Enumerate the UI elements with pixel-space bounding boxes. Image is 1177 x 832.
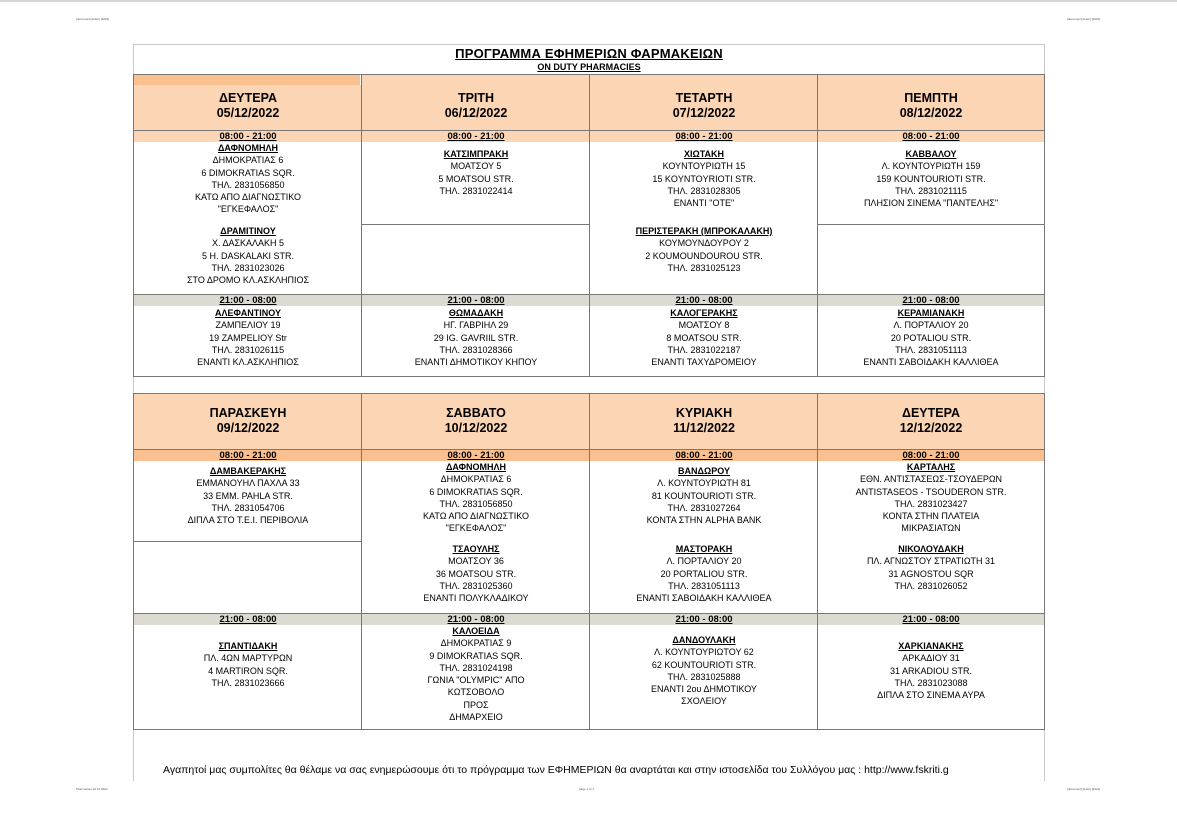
pharmacy-line: ΠΛ. 4ΩΝ ΜΑΡΤΥΡΩΝ	[203, 653, 293, 664]
pharmacy-entry	[362, 543, 590, 604]
pharmacy-name: ΚΕΡΑΜΙΑΝΑΚΗ	[897, 308, 965, 318]
night-shift-label: 21:00 - 08:00	[675, 295, 733, 306]
page-footer-right: [document] [letter] [2022]	[1067, 787, 1101, 791]
pharmacy-name: ΝΙΚΟΛΟΥΔΑΚΗ	[898, 544, 964, 554]
pharmacy-entry	[818, 543, 1044, 592]
column-divider	[361, 394, 362, 729]
document-title: ΠΡΟΓΡΑΜΜΑ ΕΦΗΜΕΡΙΩΝ ΦΑΡΜΑΚΕΙΩΝ	[455, 46, 723, 61]
pharmacy-line: ΕΝΑΝΤΙ ΚΛ.ΑΣΚΛΗΠΙΟΣ	[197, 357, 299, 368]
day-column	[590, 394, 818, 729]
day-column	[590, 75, 818, 376]
pharmacy-line: ΚΩΤΣΟΒΟΛΟ	[447, 687, 505, 698]
pharmacy-line: 5 H. DASKALAKI STR.	[201, 250, 295, 261]
pharmacy-line: Λ. ΚΟΥΝΤΟΥΡΙΩΤΗ 159	[881, 161, 981, 172]
night-shift-label: 21:00 - 08:00	[447, 614, 505, 625]
pharmacy-line: ΚΟΥΝΤΟΥΡΙΩΤΗ 15	[662, 161, 746, 172]
pharmacy-line: ΠΡΟΣ	[463, 699, 489, 710]
pharmacy-entry	[134, 640, 362, 689]
pharmacy-name: ΒΑΝΔΩΡΟΥ	[678, 466, 730, 476]
pharmacy-name: ΔΑΜΒΑΚΕΡΑΚΗΣ	[209, 466, 287, 476]
day-shift-label: 08:00 - 21:00	[675, 450, 733, 461]
night-shift-band	[134, 295, 362, 306]
day-column	[818, 75, 1044, 376]
pharmacy-line: ΕΝΑΝΤΙ ΣΑΒΟΙΔΑΚΗ ΚΑΛΛΙΘΕΑ	[636, 593, 772, 604]
day-shift-band	[818, 131, 1044, 142]
day-shift-label: 08:00 - 21:00	[675, 131, 733, 142]
night-shift-band	[818, 295, 1044, 306]
pharmacy-line: Λ. ΠΟΡΤΑΛΙΟΥ 20	[893, 320, 969, 331]
pharmacy-line: ΤΗΛ. 2831051113	[895, 344, 967, 355]
pharmacy-line: ΜΟΑΤΣΟΥ 36	[448, 556, 504, 567]
pharmacy-line: 62 KOUNTOURIOTI STR.	[651, 659, 757, 670]
pharmacy-line: ΤΗΛ. 2831023088	[894, 677, 968, 688]
day-shift-label: 08:00 - 21:00	[219, 131, 277, 142]
pharmacy-line: ΚΟΝΤΑ ΣΤΗΝ ΠΛΑΤΕΙΑ	[882, 511, 980, 522]
pharmacy-line: ΤΗΛ. 2831051113	[668, 580, 740, 591]
pharmacy-line: ΕΝΑΝΤΙ "ΟΤΕ"	[673, 198, 735, 209]
day-shift-label: 08:00 - 21:00	[219, 450, 277, 461]
pharmacy-entry	[590, 307, 818, 368]
day-name: ΠΕΜΠΤΗ	[904, 91, 958, 105]
pharmacy-line: 81 KOUNTOURIOTI STR.	[651, 490, 757, 501]
night-shift-band	[362, 614, 590, 625]
pharmacy-line: 36 MOATSOU STR.	[435, 568, 517, 579]
day-column	[134, 75, 362, 376]
document-subtitle: ON DUTY PHARMACIES	[537, 62, 641, 72]
pharmacy-line: 31 AGNOSTOU SQR	[888, 568, 974, 579]
pharmacy-line: Λ. ΚΟΥΝΤΟΥΡΙΩΤΗ 81	[657, 478, 751, 489]
pharmacy-line: 31 ARKADIOU STR.	[889, 665, 973, 676]
column-divider	[361, 75, 362, 376]
night-shift-band	[590, 614, 818, 625]
pharmacy-entry	[590, 225, 818, 274]
day-shift-label: 08:00 - 21:00	[902, 450, 960, 461]
cell-divider	[362, 224, 590, 225]
pharmacy-line: ΤΗΛ. 2831026115	[211, 344, 285, 355]
day-shift-band	[590, 450, 818, 461]
day-column	[362, 75, 590, 376]
day-shift-label: 08:00 - 21:00	[447, 131, 505, 142]
day-shift-label: 08:00 - 21:00	[447, 450, 505, 461]
footer-note: Αγαπητοί μας συμπολίτες θα θέλαμε να σας ενημερώσουμε ότι το πρόγραμμα των ΕΦΗΜΕΡΙΩΝ θα αναρτάται και στην ιστοσελίδα του Συλλόγου μας : http://www.fskriti.g	[163, 764, 949, 776]
pharmacy-line: ΤΗΛ. 2831023666	[211, 677, 285, 688]
pharmacy-line: 20 POTALIOU STR.	[890, 332, 972, 343]
day-name: ΤΕΤΑΡΤΗ	[675, 91, 733, 105]
day-name: ΔΕΥΤΕΡΑ	[901, 406, 961, 420]
pharmacy-line: ΤΗΛ. 2831021115	[895, 185, 967, 196]
pharmacy-line: ΑΡΚΑΔΙΟΥ 31	[902, 653, 960, 664]
pharmacy-line: ΤΗΛ. 2831028366	[439, 344, 513, 355]
day-shift-band	[818, 450, 1044, 461]
pharmacy-line: 15 KOYNTOYRIOTI STR.	[652, 173, 756, 184]
pharmacy-line: ΚΟΥΜΟΥΝΔΟΥΡΟΥ 2	[659, 238, 749, 249]
day-name: ΔΕΥΤΕΡΑ	[218, 91, 278, 105]
pharmacy-line: ΤΗΛ. 2831056850	[439, 498, 513, 509]
column-divider	[589, 394, 590, 729]
pharmacy-line: ΤΗΛ. 2831025123	[667, 262, 741, 273]
pharmacy-line: 19 ZAMPELIOY Str	[209, 332, 287, 343]
pharmacy-name: ΣΠΑΝΤΙΔΑΚΗ	[218, 641, 278, 651]
day-name: ΣΑΒΒΑΤΟ	[446, 406, 506, 420]
pharmacy-line: 33 EMM. PAHLA STR.	[203, 490, 293, 501]
pharmacy-entry	[362, 625, 590, 723]
pharmacy-line: ΠΛ. ΑΓΝΩΣΤΟΥ ΣΤΡΑΤΙΩΤΗ 31	[866, 556, 996, 567]
day-name: ΤΡΙΤΗ	[457, 91, 495, 105]
pharmacy-name: ΔΡΑΜΙΤΙΝΟΥ	[220, 226, 276, 236]
pharmacy-entry	[590, 148, 818, 209]
pharmacy-line: ΜΟΑΤΣΟΥ 5	[450, 161, 502, 172]
column-divider	[589, 75, 590, 376]
pharmacy-name: ΚΑΛΟΕΙΔΑ	[452, 626, 500, 636]
pharmacy-line: Λ. ΚΟΥΝΤΟΥΡΙΩΤΟΥ 62	[654, 647, 754, 658]
pharmacy-line: 159 KOUNTOURIOTI STR.	[876, 173, 986, 184]
day-date: 10/12/2022	[444, 421, 508, 435]
pharmacy-entry	[590, 465, 818, 526]
pharmacy-line: ΤΗΛ. 2831022414	[439, 185, 513, 196]
pharmacy-entry	[362, 307, 590, 368]
pharmacy-line: ΔΙΠΛΑ ΣΤΟ ΣΙΝΕΜΑ ΑΥΡΑ	[877, 690, 985, 701]
pharmacy-line: ΕΝΑΝΤΙ ΠΟΛΥΚΛΑΔΙΚΟΥ	[423, 593, 529, 604]
day-date: 09/12/2022	[216, 421, 280, 435]
pharmacy-line: ΣΧΟΛΕΙΟΥ	[681, 696, 727, 707]
night-shift-label: 21:00 - 08:00	[219, 295, 277, 306]
pharmacy-name: ΔΑΦΝΟΜΗΛΗ	[217, 143, 279, 153]
pharmacy-name: ΤΣΑΟΥΛΗΣ	[452, 544, 500, 554]
pharmacy-entry	[134, 307, 362, 368]
pharmacy-entry	[818, 461, 1044, 535]
pharmacy-line: ΕΘΝ. ΑΝΤΙΣΤΑΣΕΩΣ-ΤΣΟΥΔΕΡΩΝ	[859, 474, 1003, 485]
pharmacy-entry	[134, 465, 362, 526]
pharmacy-entry	[818, 148, 1044, 209]
pharmacy-line: ΚΟΝΤΑ ΣΤΗΝ ALPHA BANK	[646, 515, 762, 526]
day-date: 12/12/2022	[899, 421, 963, 435]
pharmacy-line: ΤΗΛ. 2831022187	[667, 344, 741, 355]
pharmacy-line: 5 MOATSOU STR.	[438, 173, 514, 184]
pharmacy-line: ΔΗΜΑΡΧΕΙΟ	[449, 712, 503, 723]
pharmacy-name: ΘΩΜΑΔΑΚΗ	[448, 308, 504, 318]
pharmacy-line: ΕΜΜΑΝΟΥΗΛ ΠΑΧΛΑ 33	[196, 478, 300, 489]
pharmacy-line: "ΕΓΚΕΦΑΛΟΣ"	[217, 204, 279, 215]
column-divider	[817, 75, 818, 376]
pharmacy-name: ΚΑΛΟΓΕΡΑΚΗΣ	[670, 308, 738, 318]
night-shift-label: 21:00 - 08:00	[902, 614, 960, 625]
pharmacy-line: ΓΩΝΙΑ "OLYMPIC" ΑΠΟ	[427, 675, 525, 686]
pharmacy-line: ΖΑΜΠΕΛΙΟΥ 19	[215, 320, 281, 331]
page-footer-center: page 1 of 1	[579, 787, 595, 791]
page-header-right: [document] [letter] [2022]	[1067, 17, 1101, 21]
pharmacy-entry	[134, 142, 362, 216]
column-divider	[817, 394, 818, 729]
pharmacy-entry	[362, 461, 590, 535]
pharmacy-line: ΔΗΜΟΚΡΑΤΙΑΣ 9	[440, 638, 512, 649]
pharmacy-line: ΕΝΑΝΤΙ ΤΑΧΥΔΡΟΜΕΙΟΥ	[651, 357, 757, 368]
pharmacy-line: ΣΤΟ ΔΡΟΜΟ ΚΛ.ΑΣΚΛΗΠΙΟΣ	[186, 275, 310, 286]
day-shift-band	[362, 450, 590, 461]
pharmacy-line: ΔΗΜΟΚΡΑΤΙΑΣ 6	[440, 474, 512, 485]
pharmacy-line: ΤΗΛ. 2831027264	[667, 502, 741, 513]
pharmacy-entry	[818, 640, 1044, 701]
night-shift-band	[362, 295, 590, 306]
day-column	[362, 394, 590, 729]
day-shift-band	[362, 131, 590, 142]
pharmacy-name: ΚΑΡΤΑΛΗΣ	[906, 462, 956, 472]
day-shift-label: 08:00 - 21:00	[902, 131, 960, 142]
pharmacy-name: ΠΕΡΙΣΤΕΡΑΚΗ (ΜΠΡΟΚΑΛΑΚΗ)	[635, 226, 773, 236]
pharmacy-line: ΚΑΤΩ ΑΠΟ ΔΙΑΓΝΩΣΤΙΚΟ	[195, 192, 301, 203]
day-date: 06/12/2022	[444, 106, 508, 120]
pharmacy-name: ΚΑΒΒΑΛΟΥ	[905, 149, 957, 159]
night-shift-band	[590, 295, 818, 306]
pharmacy-line: ΔΗΜΟΚΡΑΤΙΑΣ 6	[212, 155, 284, 166]
pharmacy-name: ΚΑΤΣΙΜΠΡΑΚΗ	[443, 149, 509, 159]
day-shift-band	[134, 131, 362, 142]
pharmacy-line: ΕΝΑΝΤΙ 2ου ΔΗΜΟΤΙΚΟΥ	[651, 684, 757, 695]
pharmacy-name: ΔΑΦΝΟΜΗΛΗ	[445, 462, 507, 472]
day-column	[134, 394, 362, 729]
week-2-table	[133, 393, 1045, 730]
pharmacy-line: Λ. ΠΟΡΤΑΛΙΟΥ 20	[666, 556, 742, 567]
pharmacy-line: ΔΙΠΛΑ ΣΤΟ Τ.Ε.Ι. ΠΕΡΙΒΟΛΙΑ	[187, 515, 309, 526]
pharmacy-line: ΤΗΛ. 2831025360	[439, 580, 513, 591]
pharmacy-line: 9 DIMOKRATIAS SQR.	[429, 650, 523, 661]
day-date: 05/12/2022	[216, 106, 280, 120]
day-name: ΚΥΡΙΑΚΗ	[675, 406, 733, 420]
day-shift-band	[590, 131, 818, 142]
pharmacy-line: ΕΝΑΝΤΙ ΔΗΜΟΤΙΚΟΥ ΚΗΠΟΥ	[414, 357, 538, 368]
pharmacy-line: ANTISTASEOS - TSOUDERON STR.	[855, 486, 1007, 497]
pharmacy-entry	[590, 634, 818, 708]
cell-divider	[134, 541, 362, 542]
pharmacy-line: ΜΟΑΤΣΟΥ 8	[678, 320, 730, 331]
night-shift-label: 21:00 - 08:00	[219, 614, 277, 625]
pharmacy-line: ΕΝΑΝΤΙ ΣΑΒΟΙΔΑΚΗ ΚΑΛΛΙΘΕΑ	[863, 357, 999, 368]
pharmacy-line: ΚΑΤΩ ΑΠΟ ΔΙΑΓΝΩΣΤΙΚΟ	[423, 511, 529, 522]
week-1-table	[133, 74, 1045, 377]
pharmacy-line: ΜΙΚΡΑΣΙΑΤΩΝ	[901, 523, 961, 534]
night-shift-band	[818, 614, 1044, 625]
pharmacy-name: ΧΑΡΚΙΑΝΑΚΗΣ	[898, 641, 964, 651]
pharmacy-line: 6 DIMOKRATIAS SQR.	[429, 486, 523, 497]
day-date: 08/12/2022	[899, 106, 963, 120]
pharmacy-name: ΧΙΩΤΑΚΗ	[683, 149, 725, 159]
pharmacy-entry	[590, 543, 818, 604]
day-name: ΠΑΡΑΣΚΕΥΗ	[209, 406, 287, 420]
night-shift-label: 21:00 - 08:00	[902, 295, 960, 306]
pharmacy-line: ΤΗΛ. 2831023427	[894, 498, 968, 509]
pharmacy-line: 20 PORTALIOU STR.	[660, 568, 748, 579]
pharmacy-line: ΤΗΛ. 2831028305	[667, 185, 741, 196]
cell-divider	[818, 224, 1044, 225]
pharmacy-entry	[818, 307, 1044, 368]
pharmacy-line: 8 MOATSOU STR.	[666, 332, 742, 343]
pharmacy-name: ΔΑΝΔΟΥΛΑΚΗ	[672, 635, 736, 645]
day-date: 11/12/2022	[673, 421, 735, 435]
pharmacy-line: 6 DIMOKRATIAS SQR.	[201, 167, 295, 178]
pharmacy-line: ΤΗΛ. 2831023026	[211, 262, 285, 273]
pharmacy-line: 4 MARTIRON SQR.	[208, 665, 288, 676]
pharmacy-line: ΗΓ. ΓΑΒΡΙΗΛ 29	[443, 320, 509, 331]
pharmacy-line: Χ. ΔΑΣΚΑΛΑΚΗ 5	[211, 238, 285, 249]
night-shift-band	[134, 614, 362, 625]
pharmacy-line: ΠΛΗΣΙΟΝ ΣΙΝΕΜΑ "ΠΑΝΤΕΛΗΣ"	[863, 198, 999, 209]
pharmacy-name: ΜΑΣΤΟΡΑΚΗ	[675, 544, 733, 554]
top-rule	[0, 0, 1177, 2]
pharmacy-entry	[362, 148, 590, 197]
page-header-left: [document] [letter] [2022]	[76, 17, 110, 21]
pharmacy-name: ΑΛΕΦΑΝΤΙΝΟΥ	[215, 308, 281, 318]
day-date: 07/12/2022	[672, 106, 736, 120]
night-shift-label: 21:00 - 08:00	[447, 295, 505, 306]
pharmacy-line: ΤΗΛ. 2831054706	[211, 502, 285, 513]
night-shift-label: 21:00 - 08:00	[675, 614, 733, 625]
pharmacy-line: ΤΗΛ. 2831056850	[211, 179, 285, 190]
page-footer-left: Pharmacies 10.12.2022	[76, 787, 108, 791]
pharmacy-line: ΤΗΛ. 2831025888	[667, 671, 741, 682]
pharmacy-line: ΤΗΛ. 2831024198	[439, 662, 513, 673]
day-shift-band	[134, 450, 362, 461]
day-column	[818, 394, 1044, 729]
pharmacy-line: 2 KOUMOUNDOUROU STR.	[645, 250, 763, 261]
pharmacy-line: ΤΗΛ. 2831026052	[894, 580, 968, 591]
pharmacy-line: 29 IG. GAVRIIL STR.	[433, 332, 519, 343]
pharmacy-entry	[134, 225, 362, 286]
pharmacy-line: "ΕΓΚΕΦΑΛΟΣ"	[445, 523, 507, 534]
